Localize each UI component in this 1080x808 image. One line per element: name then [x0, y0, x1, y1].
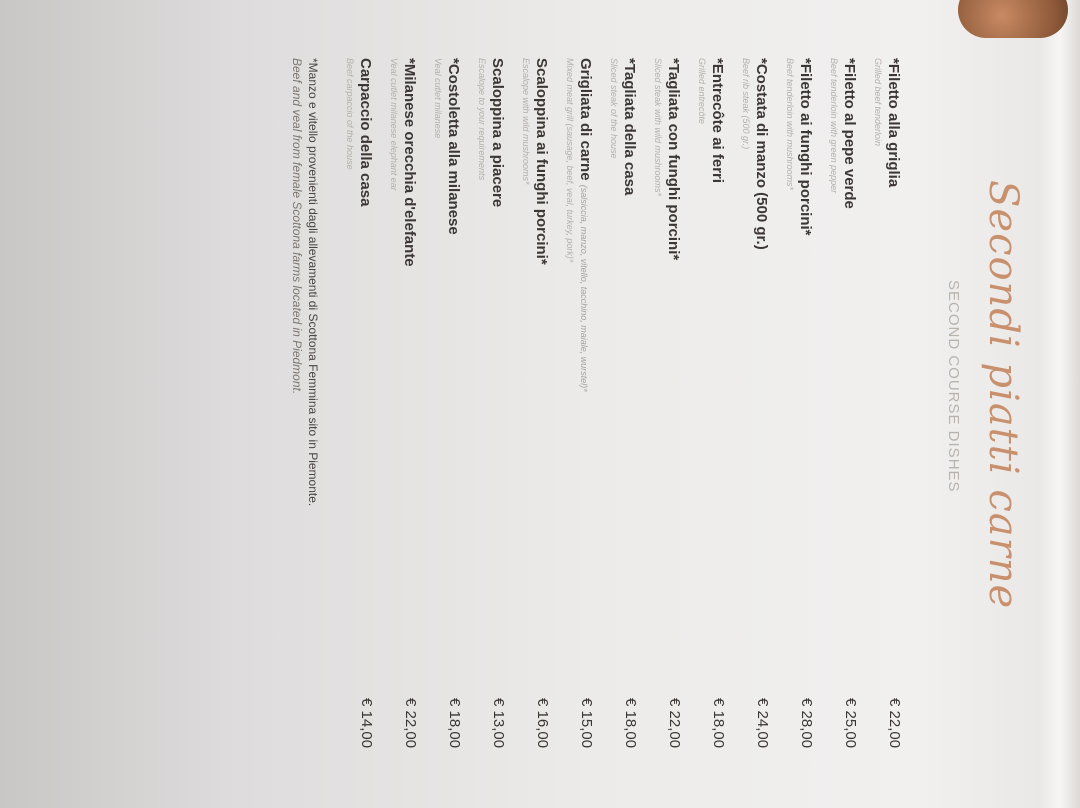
dish-extra: (salsiccia, manzo, vitello, tacchino, maiale, wurstel)* — [579, 184, 589, 392]
dish-name — [577, 58, 594, 778]
dish-price: € 13,00 — [490, 698, 507, 749]
dish-price: € 18,00 — [710, 698, 727, 749]
dish-description: Grilled entrecôte — [697, 58, 707, 125]
dish-description: Beef tenderloin with mushrooms* — [785, 58, 795, 191]
dish-description: Beef carpaccio of the house — [345, 58, 355, 170]
dish-name — [665, 58, 682, 778]
dish-name — [885, 58, 902, 778]
dish-price: € 16,00 — [534, 698, 551, 749]
dish-price: € 15,00 — [578, 698, 595, 749]
dish-description: Escalope to your requirements — [477, 58, 487, 181]
dish-description: Beef rib steak (500 gr.) — [741, 58, 751, 150]
menu-items — [330, 58, 902, 778]
dish-price: € 22,00 — [666, 698, 683, 749]
dish-description: Veal cutlet milanese elephant ear — [389, 58, 399, 191]
dish-price: € 18,00 — [446, 698, 463, 749]
dish-description: Sliced steak with wild mushrooms* — [653, 58, 663, 197]
dish-price: € 22,00 — [886, 698, 903, 749]
menu-item — [418, 58, 462, 778]
dish-name — [753, 58, 770, 778]
menu-item — [550, 58, 594, 778]
dish-description: Veal cutlet milanese — [433, 58, 443, 139]
dish-name — [797, 58, 814, 778]
menu-item — [594, 58, 638, 778]
plastic-sleeve-edge — [1040, 0, 1080, 808]
menu-item — [858, 58, 902, 778]
menu-item — [814, 58, 858, 778]
dish-name-text: *Entrecôte ai ferri — [709, 58, 726, 184]
origin-note-italian: *Manzo e vitello provenienti dagli allevamenti di Scottona Femmina sito in Piemonte. — [306, 58, 320, 507]
dish-name — [621, 58, 638, 778]
dish-name-text: *Tagliata della casa — [621, 58, 638, 196]
dish-name — [709, 58, 726, 778]
dish-description: Escalope with wild mushrooms* — [521, 58, 531, 185]
menu-item — [462, 58, 506, 778]
menu-item — [770, 58, 814, 778]
dish-price: € 28,00 — [798, 698, 815, 749]
menu-item — [330, 58, 374, 778]
menu-subtitle: SECOND COURSE DISHES — [945, 280, 962, 493]
origin-note-english: Beef and veal from female Scottona farms located in Piedmont. — [290, 58, 304, 395]
menu-item — [638, 58, 682, 778]
menu-item — [682, 58, 726, 778]
menu-item — [374, 58, 418, 778]
dish-name-text: *Filetto ai funghi porcini* — [797, 58, 814, 236]
dish-description: Beef tenderloin with green pepper — [829, 58, 839, 194]
dish-name — [841, 58, 858, 778]
dish-name-text: *Costoletta alla milanese — [445, 58, 462, 235]
dish-name — [357, 58, 374, 778]
dish-name — [533, 58, 550, 778]
dish-price: € 24,00 — [754, 698, 771, 749]
dish-name — [489, 58, 506, 778]
dish-price: € 22,00 — [402, 698, 419, 749]
dish-description: Mixed meat grill (sausage, beef, veal, turkey, pork)* — [565, 58, 575, 263]
dish-name-text: *Costata di manzo (500 gr.) — [753, 58, 770, 250]
dish-name-text: Scaloppina a piacere — [489, 58, 506, 208]
dish-price: € 25,00 — [842, 698, 859, 749]
menu-page — [160, 20, 1026, 780]
dish-name-text: *Filetto al pepe verde — [841, 58, 858, 209]
dish-name-text: *Tagliata con funghi porcini* — [665, 58, 682, 261]
dish-name-text: Grigliata di carne — [577, 58, 594, 181]
dish-name — [445, 58, 462, 778]
dish-description: Sliced steak of the house — [609, 58, 619, 159]
dish-name — [401, 58, 418, 778]
dish-price: € 14,00 — [358, 698, 375, 749]
dish-name-text: *Filetto alla griglia — [885, 58, 902, 188]
menu-title: Secondi piatti carne — [980, 180, 1026, 610]
dish-name-text: *Milanese orecchia d'elefante — [401, 58, 418, 267]
menu-item — [506, 58, 550, 778]
dish-price: € 18,00 — [622, 698, 639, 749]
dish-name-text: Scaloppina ai funghi porcini* — [533, 58, 550, 265]
dish-description: Grilled beef tenderloin — [873, 58, 883, 147]
origin-note — [290, 58, 320, 778]
menu-item — [726, 58, 770, 778]
dish-name-text: Carpaccio della casa — [357, 58, 374, 207]
